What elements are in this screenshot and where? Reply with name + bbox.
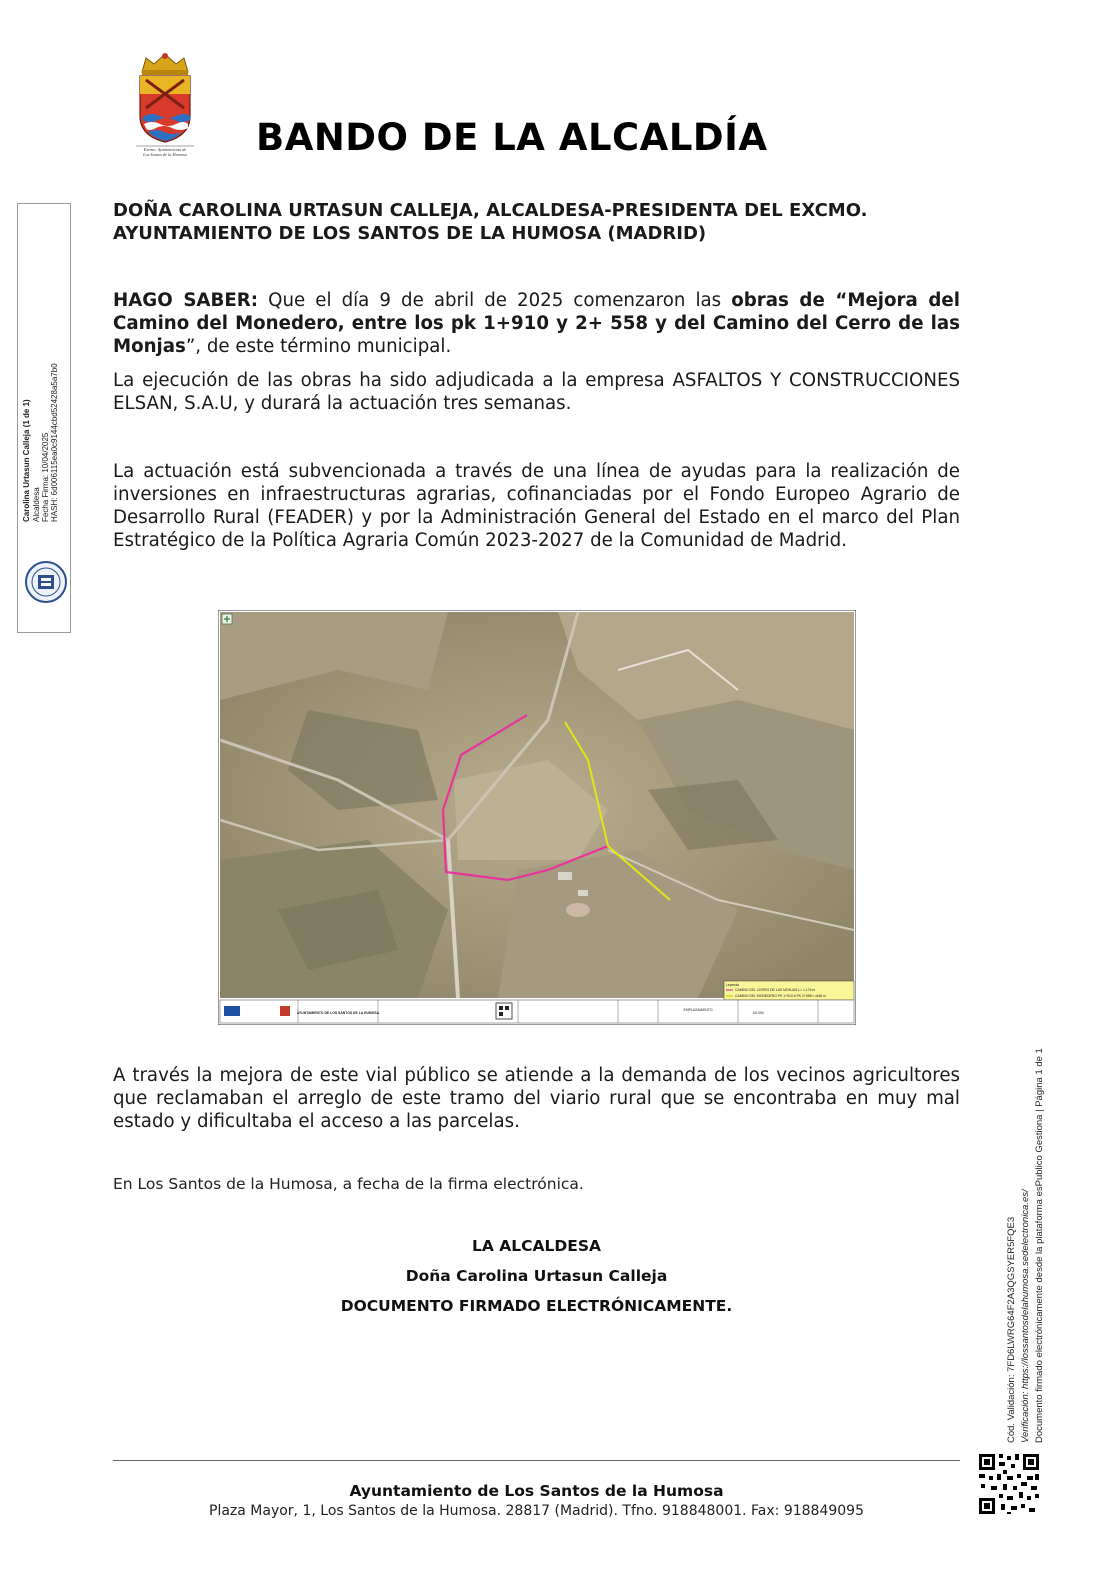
aerial-map-image <box>218 610 856 1025</box>
signature-seal-icon <box>24 560 68 604</box>
map-footer-entity: AYUNTAMIENTO DE LOS SANTOS DE LA HUMOSA <box>296 1011 380 1015</box>
map-legend <box>724 981 854 1000</box>
signature-date: Fecha Firma: 10/04/2025 <box>41 432 50 522</box>
footer-address: Plaza Mayor, 1, Los Santos de la Humosa. 28817 (Madrid). Tfno. 918848001. Fax: 918849095 <box>209 1503 864 1519</box>
paragraph-contractor: La ejecución de las obras ha sido adjudicada a la empresa ASFALTOS Y CONSTRUCCIONES ELSAN, S.A.U, y durará la actuación tres semanas. <box>113 370 960 414</box>
issuer-heading <box>113 199 960 245</box>
crest-caption-line-1: Excmo. Ayuntamiento de <box>143 147 187 152</box>
verification-url: Verificación: https://lossantosdelahumosa.sedelectronica.es/ <box>1020 1189 1031 1443</box>
issuer-heading-line-2: AYUNTAMIENTO DE LOS SANTOS DE LA HUMOSA (MADRID) <box>113 223 707 244</box>
map-footer-sheet: EMPLAZAMIENTO <box>683 1008 713 1012</box>
announcement-text-a: Que el día 9 de abril de 2025 comenzaron las <box>258 290 732 311</box>
issuer-heading-line-1: DOÑA CAROLINA URTASUN CALLEJA, ALCALDESA-PRESIDENTA DEL EXCMO. <box>113 200 868 221</box>
signatory-role: LA ALCALDESA <box>471 1237 601 1255</box>
crest-caption <box>142 147 187 157</box>
paragraph-funding: La actuación está subvencionada a través de una línea de ayudas para la realización de inversiones en infraestructuras agrarias, cofinanciadas por el Fondo Europeo Agrario de Desarrollo Rural (FEADER) y por la Administración General del Estado en el marco del Plan Estratégico de la Política Agraria Común 2023-2027 de la Comunidad de Madrid. <box>113 461 960 551</box>
validation-strip <box>1000 985 1060 1445</box>
crest-caption-line-2: Los Santos de la Humosa <box>143 152 187 157</box>
signature-role: Alcaldesa <box>32 487 41 522</box>
announcement-text-b: ”, de este término municipal. <box>185 336 452 357</box>
place-and-date: En Los Santos de la Humosa, a fecha de la firma electrónica. <box>113 1175 584 1193</box>
footer-divider <box>113 1460 960 1461</box>
footer-entity-name: Ayuntamiento de Los Santos de la Humosa <box>349 1482 724 1500</box>
announcement-lead: HAGO SABER: <box>113 290 259 311</box>
map-legend-item-1: CAMINO DEL CERRO DE LAS MONJAS L= 1.176 m <box>735 988 816 992</box>
document-title: BANDO DE LA ALCALDÍA <box>256 116 768 159</box>
signature-signer: Carolina Urtasun Calleja (1 de 1) <box>22 399 31 522</box>
paragraph-justification: A través la mejora de este vial público se atiende a la demanda de los vecinos agricultores que reclamaban el arreglo de este tramo del viario rural que se encontraba en muy mal estado y dificultaba el acceso a las parcelas. <box>113 1065 960 1132</box>
signatory-name: Doña Carolina Urtasun Calleja <box>405 1267 668 1285</box>
qr-code-icon <box>977 1452 1041 1516</box>
signature-hash: HASH: 6d006115ea0c9144cbd52428a5a7b0 <box>50 363 59 522</box>
map-title-block <box>220 1000 854 1023</box>
validation-code: Cód. Validación: 7FD6LWRG64F2A3QGSYER5FQE3 <box>1006 1216 1017 1443</box>
municipal-crest-logo <box>132 50 198 158</box>
map-footer-scale: 1/5.000 <box>752 1011 764 1015</box>
map-legend-item-2: CAMINO DEL MONEDERO PK 1+910 A PK 2+558 L=648 m <box>735 994 826 998</box>
map-legend-title: Leyenda <box>726 983 740 987</box>
electronic-signature-note: DOCUMENTO FIRMADO ELECTRÓNICAMENTE. <box>340 1297 733 1315</box>
paragraph-announcement <box>113 289 960 358</box>
platform-note: Documento firmado electrónicamente desde la plataforma esPublico Gestiona | Página 1 de 1 <box>1034 1048 1045 1443</box>
announcement-works-title: obras de “Mejora del Camino del Monedero, entre los pk 1+910 y 2+ 558 y del Camino del Cerro de las Monjas <box>113 290 960 357</box>
